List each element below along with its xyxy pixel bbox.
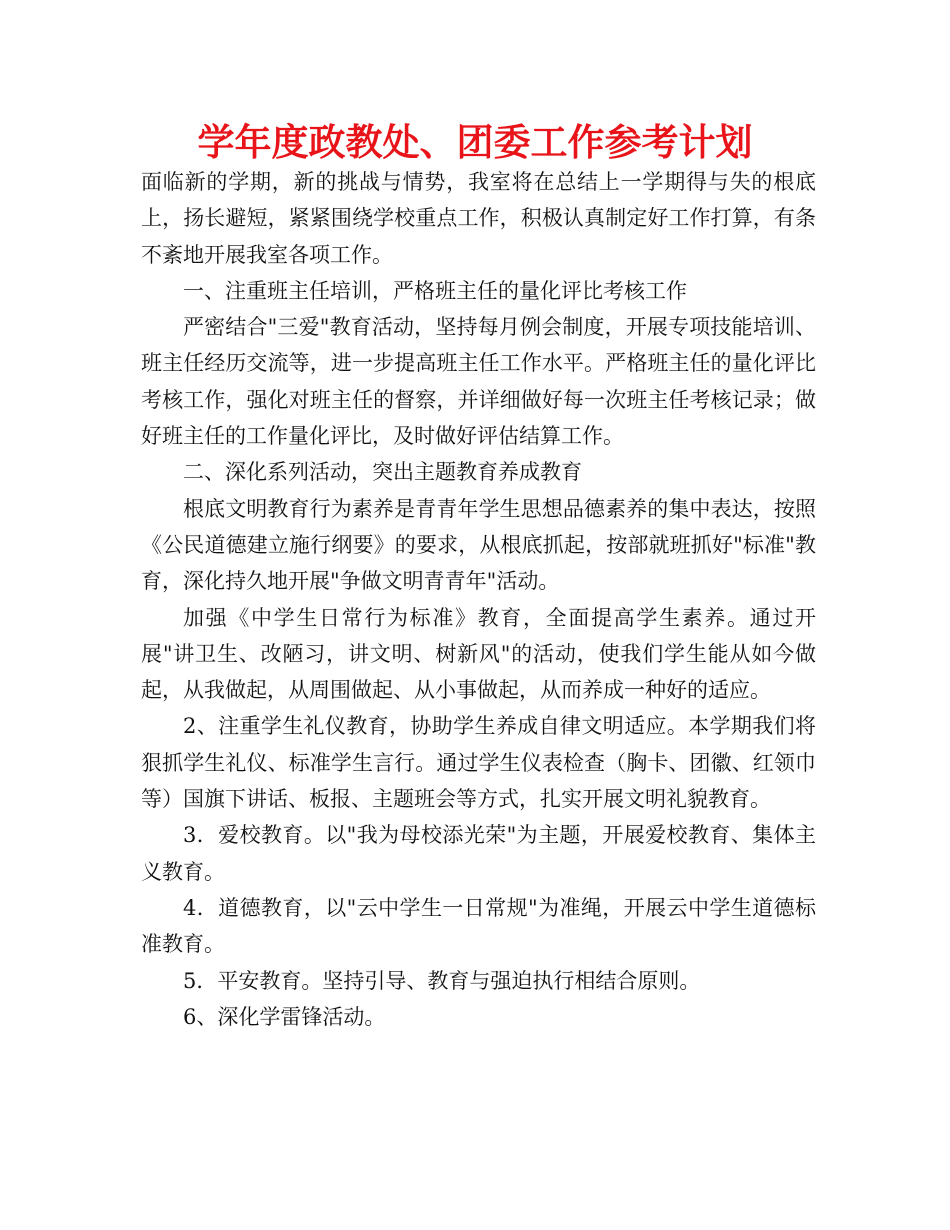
document-body xyxy=(141,164,816,1035)
paragraph-intro: 面临新的学期，新的挑战与情势，我室将在总结上一学期得与失的根底上，扬长避短，紧紧围绕学校重点工作，积极认真制定好工作打算，有条不紊地开展我室各项工作。 xyxy=(141,170,816,267)
paragraph: 根底文明教育行为素养是青青年学生思想品德素养的集中表达，按照《公民道德建立施行纲要》的要求，从根底抓起，按部就班抓好"标准"教育，深化持久地开展"争做文明青青年"活动。 xyxy=(141,496,816,594)
document-title: 学年度政教处、团委工作参考计划 xyxy=(197,121,753,164)
section-heading-2: 二、深化系列活动，突出主题教育养成教育 xyxy=(183,460,582,485)
list-item: 3．爱校教育。以"我为母校添光荣"为主题，开展爱校教育、集体主义教育。 xyxy=(141,823,816,884)
list-item: 5．平安教育。坚持引导、教育与强迫执行相结合原则。 xyxy=(183,968,701,993)
list-item: 4．道德教育，以"云中学生一日常规"为准绳，开展云中学生道德标准教育。 xyxy=(141,895,816,957)
list-item: 6、深化学雷锋活动。 xyxy=(183,1004,386,1029)
paragraph: 严密结合"三爱"教育活动，坚持每月例会制度，开展专项技能培训、班主任经历交流等，进一步提高班主任工作水平。严格班主任的量化评比考核工作，强化对班主任的督察，并详细做好每一次班主任考核记录；做好班主任的工作量化评比，及时做好评估结算工作。 xyxy=(141,315,816,449)
list-item: 2、注重学生礼仪教育，协助学生养成自律文明适应。本学期我们将狠抓学生礼仪、标准学生言行。通过学生仪表检查（胸卡、团徽、红领巾等）国旗下讲话、板报、主题班会等方式，扎实开展文明礼貌教育。 xyxy=(141,714,816,812)
paragraph: 加强《中学生日常行为标准》教育，全面提高学生素养。通过开展"讲卫生、改陋习，讲文明、树新风"的活动，使我们学生能从如今做起，从我做起，从周围做起、从小事做起，从而养成一种好的适应。 xyxy=(141,605,816,703)
section-heading-1: 一、注重班主任培训，严格班主任的量化评比考核工作 xyxy=(183,278,687,303)
